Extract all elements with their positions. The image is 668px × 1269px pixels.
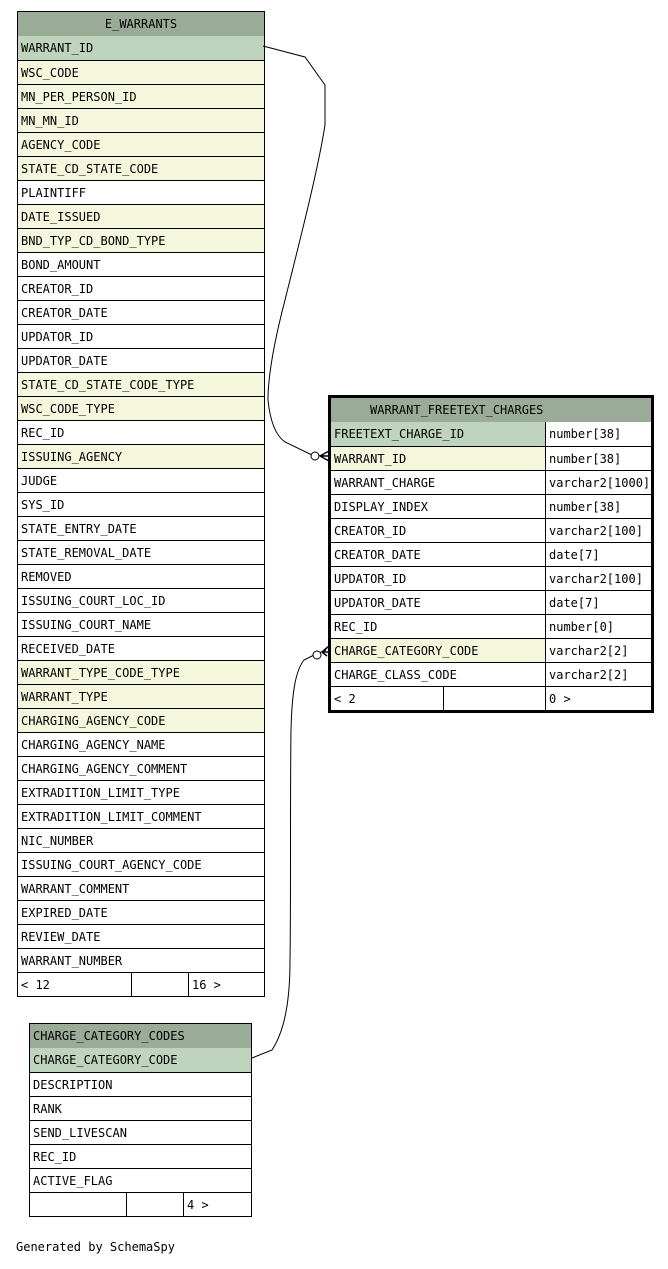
relationship-optional-marker	[311, 452, 319, 460]
column-name: MN_MN_ID	[21, 114, 79, 128]
column-name: ISSUING_AGENCY	[21, 450, 123, 464]
column-name: ISSUING_COURT_LOC_ID	[21, 594, 166, 608]
column-type: varchar2[2]	[545, 663, 651, 686]
column-name: RECEIVED_DATE	[21, 642, 115, 656]
generated-by-credit: Generated by SchemaSpy	[16, 1240, 175, 1254]
relationship-crowsfoot-marker	[320, 451, 329, 461]
table-title[interactable]: CHARGE_CATEGORY_CODES	[30, 1024, 251, 1048]
column-name: JUDGE	[21, 474, 58, 488]
column-name: PLAINTIFF	[21, 186, 87, 200]
column-name: CHARGING_AGENCY_CODE	[21, 714, 166, 728]
column-name: BOND_AMOUNT	[21, 258, 101, 272]
relationship-warrant-id	[263, 46, 326, 456]
column-name: CHARGE_CATEGORY_CODE	[334, 644, 479, 658]
column-name: EXTRADITION_LIMIT_TYPE	[21, 786, 180, 800]
column-name: CREATOR_ID	[21, 282, 94, 296]
column-type: varchar2[100]	[545, 519, 651, 542]
column-name: NIC_NUMBER	[21, 834, 94, 848]
column-name: ACTIVE_FLAG	[33, 1174, 113, 1188]
footer-children-count[interactable]: < 12	[21, 978, 50, 992]
column-name: WARRANT_CHARGE	[334, 476, 436, 490]
footer-parents-count[interactable]: 4 >	[183, 1193, 251, 1216]
column-name: REMOVED	[21, 570, 72, 584]
column-name: SEND_LIVESCAN	[33, 1126, 127, 1140]
column-name: CHARGING_AGENCY_NAME	[21, 738, 166, 752]
column-name: WARRANT_ID	[21, 41, 94, 55]
column-name: FREETEXT_CHARGE_ID	[334, 427, 465, 441]
relationship-crowsfoot-marker	[322, 646, 329, 656]
relationship-optional-marker	[313, 651, 321, 659]
column-name: ISSUING_COURT_NAME	[21, 618, 152, 632]
column-type: number[38]	[545, 495, 651, 518]
column-name: STATE_REMOVAL_DATE	[21, 546, 152, 560]
column-name: WARRANT_TYPE_CODE_TYPE	[21, 666, 180, 680]
column-type: date[7]	[545, 591, 651, 614]
column-name: UPDATOR_ID	[21, 330, 94, 344]
relationship-charge-category-code	[252, 650, 326, 1058]
footer-parents-count[interactable]: 0 >	[545, 687, 651, 710]
column-name: REC_ID	[33, 1150, 77, 1164]
column-name: WSC_CODE_TYPE	[21, 402, 115, 416]
column-name: REC_ID	[334, 620, 378, 634]
column-name: WARRANT_NUMBER	[21, 954, 123, 968]
column-name: CREATOR_ID	[334, 524, 407, 538]
column-type: varchar2[2]	[545, 639, 651, 662]
column-name: WSC_CODE	[21, 66, 79, 80]
table-title-text: WARRANT_FREETEXT_CHARGES	[370, 403, 544, 417]
column-name: ISSUING_COURT_AGENCY_CODE	[21, 858, 202, 872]
footer-children-count[interactable]: < 2	[334, 692, 356, 706]
column-type: varchar2[100]	[545, 567, 651, 590]
column-name: BND_TYP_CD_BOND_TYPE	[21, 234, 166, 248]
column-name: EXPIRED_DATE	[21, 906, 108, 920]
footer-parents-count[interactable]: 16 >	[188, 973, 264, 996]
column-name: DATE_ISSUED	[21, 210, 101, 224]
table-title[interactable]: E_WARRANTS	[18, 12, 264, 36]
column-name: CHARGING_AGENCY_COMMENT	[21, 762, 188, 776]
column-name: STATE_CD_STATE_CODE	[21, 162, 159, 176]
column-name: DESCRIPTION	[33, 1078, 113, 1092]
column-type: number[38]	[545, 447, 651, 470]
column-name: STATE_ENTRY_DATE	[21, 522, 137, 536]
column-name: CHARGE_CATEGORY_CODE	[33, 1053, 178, 1067]
column-name: CREATOR_DATE	[21, 306, 108, 320]
column-type: date[7]	[545, 543, 651, 566]
column-name: DISPLAY_INDEX	[334, 500, 428, 514]
column-name: REC_ID	[21, 426, 65, 440]
column-name: UPDATOR_ID	[334, 572, 407, 586]
column-name: WARRANT_ID	[334, 452, 407, 466]
column-name: CHARGE_CLASS_CODE	[334, 668, 457, 682]
column-name: AGENCY_CODE	[21, 138, 101, 152]
column-name: RANK	[33, 1102, 62, 1116]
column-name: UPDATOR_DATE	[21, 354, 108, 368]
column-name: MN_PER_PERSON_ID	[21, 90, 137, 104]
column-type: number[0]	[545, 615, 651, 638]
column-name: CREATOR_DATE	[334, 548, 421, 562]
column-name: STATE_CD_STATE_CODE_TYPE	[21, 378, 195, 392]
column-type: number[38]	[545, 422, 651, 446]
column-name: WARRANT_TYPE	[21, 690, 108, 704]
column-name: REVIEW_DATE	[21, 930, 101, 944]
column-name: UPDATOR_DATE	[334, 596, 421, 610]
column-name: SYS_ID	[21, 498, 65, 512]
column-name: EXTRADITION_LIMIT_COMMENT	[21, 810, 202, 824]
column-name: WARRANT_COMMENT	[21, 882, 130, 896]
column-type: varchar2[1000]	[545, 471, 651, 494]
